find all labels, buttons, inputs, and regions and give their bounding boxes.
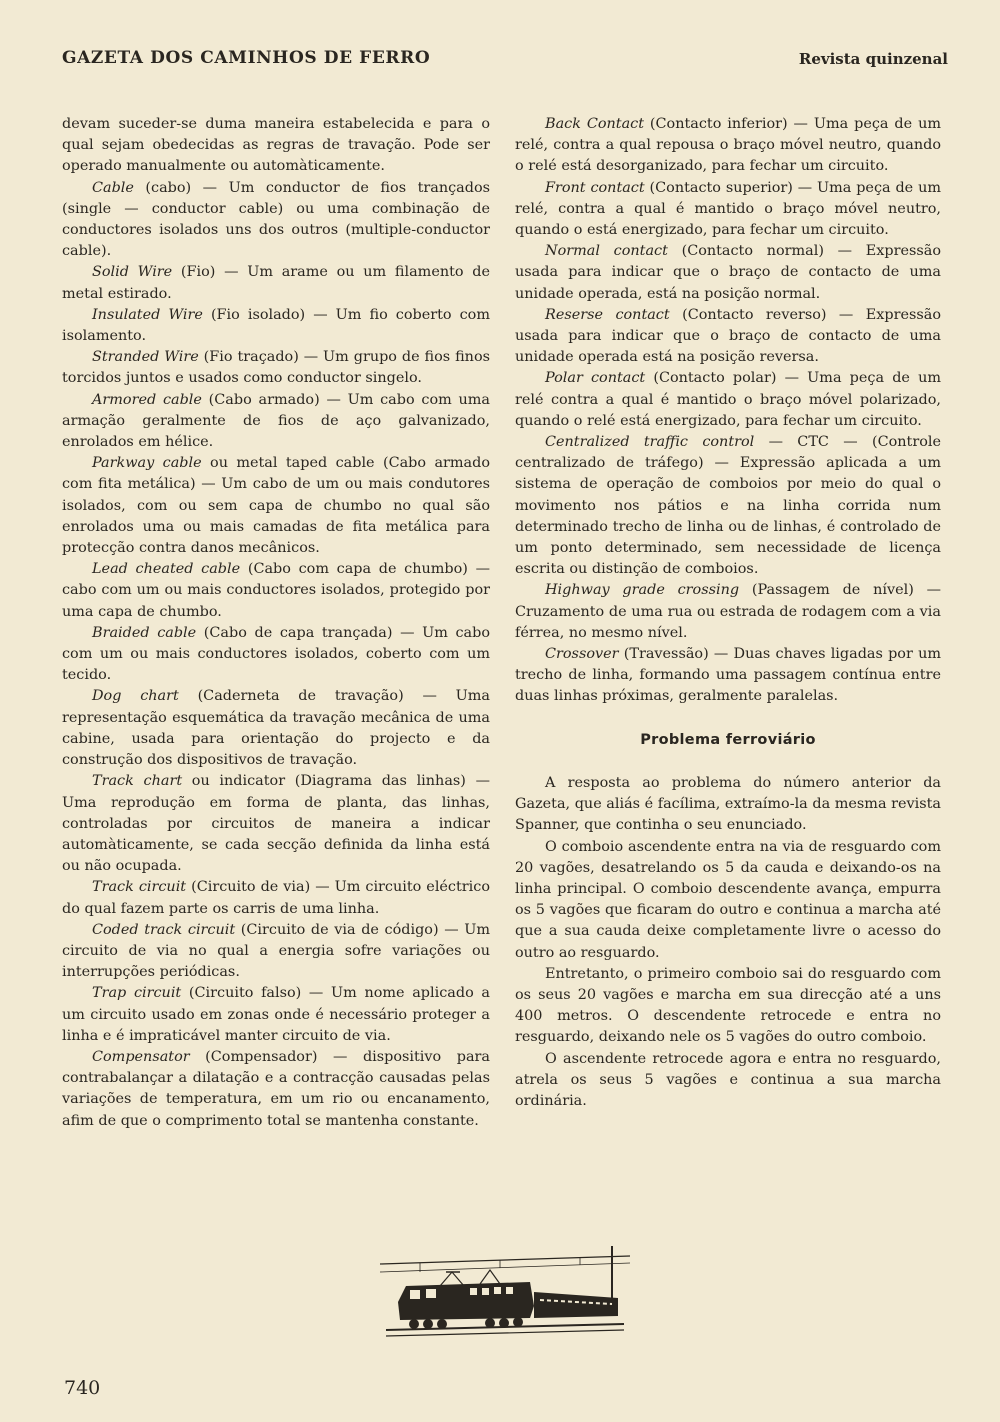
glossary-definition: (cabo) — Um conductor de fios trançados (single — conductor cable) ou uma combinação de conductores isolados uns dos outros (multiple-conductor cable). (62, 179, 490, 260)
glossary-entry (515, 368, 941, 432)
glossary-entry (62, 686, 490, 771)
glossary-entry (62, 305, 490, 347)
running-head (62, 48, 948, 72)
glossary-entry (62, 262, 490, 304)
glossary-term: Crossover (545, 646, 619, 663)
glossary-term: Highway grade crossing (545, 582, 740, 599)
glossary-term: Back Contact (545, 116, 645, 132)
section-title: Problema ferroviário (640, 731, 816, 748)
glossary-entry (515, 305, 941, 369)
glossary-term: Dog chart (92, 688, 179, 705)
problem-paragraph: Entretanto, o primeiro comboio sai do resguardo com os seus 20 vagões e marcha em sua direcção até a uns 400 metros. O descendente retrocede e entra no resguardo, deixando nele os 5 vagões do outro comboio. (515, 965, 941, 1046)
page-number: 740 (64, 1377, 101, 1399)
glossary-term: Cable (92, 179, 134, 196)
glossary-definition: (Cabo com capa de chumbo) — cabo com um ou mais conductores isolados, protegido por uma capa de chumbo. (62, 561, 490, 620)
glossary-definition: (Contacto superior) — Uma peça de um relé, contra a qual é mantido o braço móvel neutro, quando o está energizado, para fechar um circuito. (515, 179, 941, 239)
glossary-definition: (Fio traçado) — Um grupo de fios finos torcidos juntos e usados como conductor singelo. (62, 349, 490, 387)
glossary-definition: (Circuito falso) — Um nome aplicado a um circuito usado em zonas onde é necessário proteger a linha e é impraticável manter circuito de via. (62, 985, 490, 1044)
glossary-entry (62, 559, 490, 623)
glossary-entry (62, 347, 490, 389)
glossary-term: Trap circuit (92, 985, 182, 1002)
glossary-definition: (Cabo de capa trançada) — Um cabo com um ou mais conductores isolados, coberto com um tecido. (62, 624, 490, 684)
problem-paragraph: A resposta ao problema do número anterior da Gazeta, que aliás é facílima, extraímo-la da mesma revista Spanner, que continha o seu enunciado. (515, 774, 941, 834)
glossary-definition: ou indicator (Diagrama das linhas) — Uma reprodução em forma de planta, das linhas, controladas por circuitos de maneira a indicar automàticamente, se cada secção definida da linha está ou não ocupada. (62, 773, 490, 875)
glossary-term: Compensator (92, 1048, 190, 1065)
glossary-entry (62, 390, 490, 454)
glossary-entry (515, 178, 941, 242)
glossary-term: Coded track circuit (92, 921, 236, 938)
glossary-definition: ou metal taped cable (Cabo armado com fita metálica) — Um cabo de um ou mais condutores isolados, com ou sem capa de chumbo no qual são enrolados uma ou mais camadas de fita metálica para protecção contra danos mecânicos. (62, 455, 490, 557)
glossary-term: Centralized traffic control (545, 434, 755, 451)
glossary-entry (62, 771, 490, 877)
publication-subtitle: Revista quinzenal (798, 50, 948, 68)
glossary-term: Braided cable (92, 624, 197, 641)
glossary-term: Armored cable (92, 391, 202, 408)
glossary-term: Lead cheated cable (92, 561, 241, 578)
glossary-term: Track circuit (92, 879, 187, 896)
glossary-entry (62, 983, 490, 1047)
glossary-definition: (Passagem de nível) — Cruzamento de uma rua ou estrada de rodagem com a via férrea, no mesmo nível. (515, 582, 941, 641)
glossary-entry (62, 920, 490, 984)
glossary-term: Insulated Wire (92, 306, 203, 323)
glossary-definition: (Contacto normal) — Expressão usada para indicar que o braço de contacto de uma unidade operada, está na posição normal. (515, 243, 942, 302)
glossary-entry (62, 877, 490, 919)
problem-paragraph: O comboio ascendente entra na via de resguardo com 20 vagões, desatrelando os 5 da cauda e deixando-os na linha principal. O comboio descendente avança, empurra os 5 vagões que ficaram do outro e continua a marcha até que a sua cauda deixe completamente livre o acesso do outro ao resguardo. (515, 838, 941, 961)
problem-paragraph: O ascendente retrocede agora e entra no resguardo, atrela os seus 5 vagões e continua a sua marcha ordinária. (515, 1050, 941, 1109)
glossary-definition: — CTC — (Controle centralizado de tráfego) — Expressão aplicada a um sistema de operação de comboios por meio do qual o movimento nos pátios e na linha corrida num determinado trecho de linha ou de linhas, é controlado de um ponto determinado, sem necessidade de licença escrita ou distinção de comboios. (515, 434, 941, 578)
left-column (62, 114, 490, 1132)
glossary-entry (515, 241, 941, 305)
glossary-term: Stranded Wire (92, 349, 199, 366)
glossary-term: Track chart (92, 773, 183, 790)
glossary-entry (515, 580, 941, 644)
glossary-definition: devam suceder-se duma maneira estabelecida e para o qual sejam obedecidas as regras de travação. Pode ser operado manualmente ou automàticamente. (62, 116, 490, 175)
glossary-term: Normal contact (545, 243, 668, 260)
problem-answer (515, 773, 941, 1112)
glossary-entry (62, 178, 490, 263)
glossary-definition: (Travessão) — Duas chaves ligadas por um trecho de linha, formando uma passagem contínua entre duas linhas próximas, geralmente paralelas. (515, 646, 941, 705)
glossary-entry (62, 1047, 490, 1132)
glossary-term: Parkway cable (92, 455, 202, 472)
glossary-term: Front contact (545, 179, 645, 196)
glossary-term: Reserse contact (545, 306, 670, 323)
glossary-entry (62, 114, 490, 178)
electric-train-illustration (380, 1246, 630, 1340)
glossary-entry (62, 453, 490, 559)
glossary-definition: (Contacto polar) — Uma peça de um relé contra a qual é mantido o braço móvel polarizado, quando o relé está energizado, para fechar um circuito. (515, 370, 941, 429)
glossary-term: Solid Wire (92, 264, 173, 281)
glossary-entry (515, 644, 941, 708)
glossary-entry (515, 432, 941, 580)
glossary-definition: (Caderneta de travação) — Uma representação esquemática da travação mecânica de uma cabine, usada para orientação do projecto e da construção dos dispositivos de travação. (62, 688, 491, 769)
glossary-entry (62, 623, 490, 687)
glossary-definition: (Cabo armado) — Um cabo com uma armação geralmente de fios de aço galvanizado, enrolados em hélice. (62, 391, 490, 451)
glossary-definition: (Circuito de via) — Um circuito eléctrico do qual fazem parte os carris de uma linha. (62, 879, 490, 917)
right-column (515, 114, 941, 1112)
glossary-continued (515, 114, 941, 708)
glossary-definition: (Compensador) — dispositivo para contrabalançar a dilatação e a contracção causadas pelas variações de temperatura, em um rio ou encanamento, afim de que o comprimento total se mantenha constante. (62, 1048, 490, 1129)
glossary-definition: (Fio isolado) — Um fio coberto com isolamento. (62, 306, 490, 345)
publication-title: GAZETA DOS CAMINHOS DE FERRO (62, 48, 431, 68)
glossary-definition: (Contacto inferior) — Uma peça de um relé, contra a qual repousa o braço móvel neutro, quando o relé está desorganizado, para fechar um circuito. (515, 116, 941, 175)
glossary-definition: (Circuito de via de código) — Um circuito de via no qual a energia sofre variações ou interrupções periódicas. (62, 921, 490, 981)
glossary-entry (515, 114, 941, 178)
glossary-term: Polar contact (545, 370, 646, 387)
glossary-definition: (Contacto reverso) — Expressão usada para indicar que o braço de contacto de uma unidade operada está na posição reversa. (515, 306, 941, 366)
glossary-definition: (Fio) — Um arame ou um filamento de metal estirado. (62, 264, 490, 302)
